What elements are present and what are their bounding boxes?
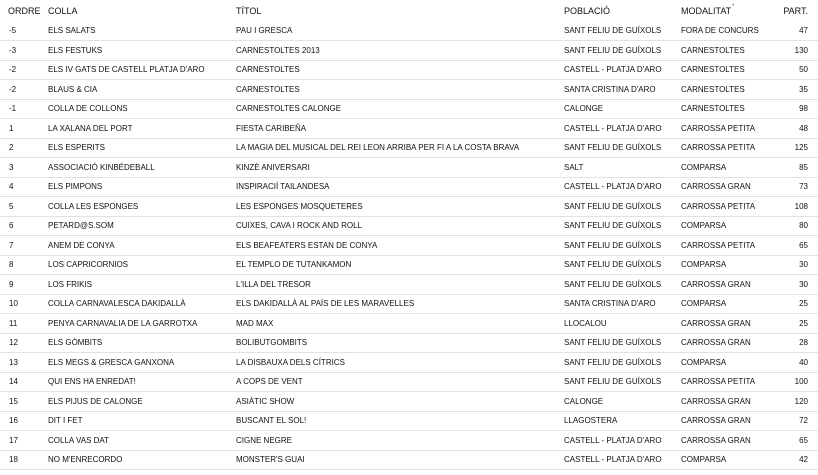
cell-part: 73	[769, 177, 818, 197]
cell-colla: DIT I FET	[48, 411, 236, 431]
cell-titol: LA MAGIA DEL MUSICAL DEL REI LEON ARRIBA PER FI A LA COSTA BRAVA	[236, 138, 564, 158]
cell-part: 48	[769, 119, 818, 139]
cell-titol: KINZÈ ANIVERSARI	[236, 158, 564, 178]
cell-poblacio: SANT FELIU DE GUÍXOLS	[564, 236, 681, 256]
cell-titol: BUSCANT EL SOL!	[236, 411, 564, 431]
cell-titol: PAU I GRESCA	[236, 21, 564, 41]
cell-titol: ELS DAKIDALLÀ AL PAÍS DE LES MARAVELLES	[236, 294, 564, 314]
column-header-colla-label: COLLA	[48, 5, 78, 16]
cell-modalitat: COMPARSA	[681, 450, 769, 470]
cell-modalitat: CARNESTOLTES	[681, 80, 769, 100]
column-header-poblacio[interactable]	[564, 0, 681, 21]
column-header-modalitat[interactable]	[681, 0, 769, 21]
cell-titol: ASIÀTIC SHOW	[236, 392, 564, 412]
cell-poblacio: SANT FELIU DE GUÍXOLS	[564, 353, 681, 373]
cell-modalitat: CARROSSA PETITA	[681, 236, 769, 256]
table-row[interactable]	[0, 216, 818, 236]
cell-ordre: 1	[0, 119, 48, 139]
table-row[interactable]	[0, 80, 818, 100]
cell-titol: MONSTER'S GUAI	[236, 450, 564, 470]
cell-part: 65	[769, 431, 818, 451]
cell-colla: COLLA DE COLLONS	[48, 99, 236, 119]
cell-part: 35	[769, 80, 818, 100]
cell-poblacio: SANTA CRISTINA D'ARO	[564, 294, 681, 314]
cell-poblacio: SANT FELIU DE GUÍXOLS	[564, 255, 681, 275]
cell-modalitat: CARROSSA PETITA	[681, 197, 769, 217]
table-row[interactable]	[0, 60, 818, 80]
cell-modalitat: COMPARSA	[681, 158, 769, 178]
cell-colla: ELS GÒMBITS	[48, 333, 236, 353]
cell-colla: BLAUS & CIA	[48, 80, 236, 100]
cell-modalitat: FORA DE CONCURS	[681, 21, 769, 41]
cell-modalitat: CARNESTOLTES	[681, 99, 769, 119]
table-row[interactable]	[0, 372, 818, 392]
cell-part: 40	[769, 353, 818, 373]
cell-modalitat: CARROSSA GRAN	[681, 177, 769, 197]
cell-ordre: 7	[0, 236, 48, 256]
cell-part: 108	[769, 197, 818, 217]
cell-part: 130	[769, 41, 818, 61]
cell-titol: LES ESPONGES MOSQUETERES	[236, 197, 564, 217]
cell-ordre: -2	[0, 80, 48, 100]
cell-colla: ASSOCIACIÓ KINBÉDEBALL	[48, 158, 236, 178]
cell-titol: BOLIBUTGOMBITS	[236, 333, 564, 353]
cell-ordre: -3	[0, 41, 48, 61]
cell-colla: NO M'ENRECORDO	[48, 450, 236, 470]
cell-colla: ELS FESTUKS	[48, 41, 236, 61]
cell-poblacio: SANTA CRISTINA D'ARO	[564, 80, 681, 100]
cell-modalitat: COMPARSA	[681, 353, 769, 373]
cell-colla: ELS MEGS & GRESCA GANXONA	[48, 353, 236, 373]
cell-ordre: 5	[0, 197, 48, 217]
cell-poblacio: CASTELL - PLATJA D'ARO	[564, 177, 681, 197]
cell-ordre: -5	[0, 21, 48, 41]
column-header-titol[interactable]	[236, 0, 564, 21]
cell-poblacio: LLAGOSTERA	[564, 411, 681, 431]
cell-poblacio: SANT FELIU DE GUÍXOLS	[564, 216, 681, 236]
cell-ordre: 14	[0, 372, 48, 392]
cell-part: 42	[769, 450, 818, 470]
cell-part: 30	[769, 275, 818, 295]
column-header-ordre-label: ORDRE	[8, 5, 41, 16]
table-row[interactable]	[0, 255, 818, 275]
table-body	[0, 21, 818, 470]
cell-colla: PETARD@S.SOM	[48, 216, 236, 236]
cell-poblacio: CASTELL - PLATJA D'ARO	[564, 119, 681, 139]
cell-modalitat: CARROSSA GRAN	[681, 275, 769, 295]
cell-colla: PENYA CARNAVALIA DE LA GARROTXA	[48, 314, 236, 334]
column-header-poblacio-label: POBLACIÓ	[564, 5, 611, 16]
table-row[interactable]	[0, 314, 818, 334]
cell-poblacio: SANT FELIU DE GUÍXOLS	[564, 333, 681, 353]
sort-indicator-icon: •	[732, 2, 735, 9]
table-row[interactable]	[0, 99, 818, 119]
cell-modalitat: CARROSSA GRAN	[681, 392, 769, 412]
cell-titol: L'ILLA DEL TRESOR	[236, 275, 564, 295]
cell-titol: LA DISBAUXA DELS CÍTRICS	[236, 353, 564, 373]
table-row[interactable]	[0, 333, 818, 353]
cell-ordre: 16	[0, 411, 48, 431]
cell-colla: LOS CAPRICORNIOS	[48, 255, 236, 275]
cell-poblacio: SANT FELIU DE GUÍXOLS	[564, 138, 681, 158]
cell-ordre: 17	[0, 431, 48, 451]
cell-poblacio: CALONGE	[564, 392, 681, 412]
cell-modalitat: CARROSSA PETITA	[681, 119, 769, 139]
cell-ordre: 18	[0, 450, 48, 470]
cell-modalitat: CARROSSA GRAN	[681, 333, 769, 353]
cell-part: 28	[769, 333, 818, 353]
cell-part: 72	[769, 411, 818, 431]
cell-colla: COLLA CARNAVALESCA DAKIDALLÀ	[48, 294, 236, 314]
cell-ordre: 3	[0, 158, 48, 178]
cell-part: 25	[769, 294, 818, 314]
cell-ordre: 8	[0, 255, 48, 275]
cell-colla: LOS FRIKIS	[48, 275, 236, 295]
cell-titol: ELS BEAFEATERS ESTAN DE CONYA	[236, 236, 564, 256]
cell-poblacio: CASTELL - PLATJA D'ARO	[564, 431, 681, 451]
cell-colla: ELS PIJUS DE CALONGE	[48, 392, 236, 412]
table-row[interactable]	[0, 177, 818, 197]
cell-ordre: 4	[0, 177, 48, 197]
column-header-part-label: PART.	[783, 5, 808, 16]
cell-part: 50	[769, 60, 818, 80]
table-row[interactable]	[0, 21, 818, 41]
cell-poblacio: SANT FELIU DE GUÍXOLS	[564, 372, 681, 392]
cell-modalitat: COMPARSA	[681, 216, 769, 236]
cell-ordre: -2	[0, 60, 48, 80]
table-row[interactable]	[0, 119, 818, 139]
cell-part: 120	[769, 392, 818, 412]
table-row[interactable]	[0, 197, 818, 217]
cell-part: 100	[769, 372, 818, 392]
cell-modalitat: CARROSSA PETITA	[681, 372, 769, 392]
cell-modalitat: CARROSSA GRAN	[681, 314, 769, 334]
header-row	[0, 0, 818, 21]
cell-part: 47	[769, 21, 818, 41]
column-header-part[interactable]	[769, 0, 818, 21]
cell-part: 80	[769, 216, 818, 236]
table-row[interactable]	[0, 41, 818, 61]
cell-modalitat: CARROSSA PETITA	[681, 138, 769, 158]
cell-ordre: 12	[0, 333, 48, 353]
table-row[interactable]	[0, 353, 818, 373]
cell-titol: A COPS DE VENT	[236, 372, 564, 392]
column-header-titol-label: TÍTOL	[236, 5, 262, 16]
cell-titol: MAD MAX	[236, 314, 564, 334]
cell-part: 125	[769, 138, 818, 158]
cell-modalitat: CARNESTOLTES	[681, 41, 769, 61]
column-header-colla[interactable]	[48, 0, 236, 21]
cell-colla: ANEM DE CONYA	[48, 236, 236, 256]
cell-titol: FIESTA CARIBEÑA	[236, 119, 564, 139]
cell-modalitat: COMPARSA	[681, 294, 769, 314]
cell-titol: CUIXES, CAVA I ROCK AND ROLL	[236, 216, 564, 236]
cell-poblacio: SANT FELIU DE GUÍXOLS	[564, 21, 681, 41]
table-row[interactable]	[0, 450, 818, 470]
cell-ordre: 9	[0, 275, 48, 295]
cell-modalitat: CARROSSA GRAN	[681, 431, 769, 451]
cell-colla: COLLA LES ESPONGES	[48, 197, 236, 217]
cell-ordre: -1	[0, 99, 48, 119]
cell-part: 85	[769, 158, 818, 178]
table-row[interactable]	[0, 392, 818, 412]
cell-poblacio: SALT	[564, 158, 681, 178]
cell-ordre: 11	[0, 314, 48, 334]
cell-modalitat: CARROSSA GRAN	[681, 411, 769, 431]
cell-ordre: 13	[0, 353, 48, 373]
cell-ordre: 6	[0, 216, 48, 236]
cell-poblacio: SANT FELIU DE GUÍXOLS	[564, 197, 681, 217]
column-header-ordre[interactable]	[0, 0, 48, 21]
cell-colla: ELS PIMPONS	[48, 177, 236, 197]
cell-poblacio: SANT FELIU DE GUÍXOLS	[564, 275, 681, 295]
cell-titol: CIGNE NEGRE	[236, 431, 564, 451]
cell-titol: CARNESTOLTES	[236, 60, 564, 80]
cell-part: 30	[769, 255, 818, 275]
table-row[interactable]	[0, 158, 818, 178]
cell-poblacio: SANT FELIU DE GUÍXOLS	[564, 41, 681, 61]
cell-part: 25	[769, 314, 818, 334]
cell-poblacio: CALONGE	[564, 99, 681, 119]
table-row[interactable]	[0, 431, 818, 451]
cell-colla: ELS SALATS	[48, 21, 236, 41]
table-row[interactable]	[0, 236, 818, 256]
cell-poblacio: CASTELL - PLATJA D'ARO	[564, 60, 681, 80]
cell-ordre: 10	[0, 294, 48, 314]
cell-ordre: 2	[0, 138, 48, 158]
cell-modalitat: COMPARSA	[681, 255, 769, 275]
table-row[interactable]	[0, 275, 818, 295]
cell-part: 98	[769, 99, 818, 119]
table-row[interactable]	[0, 411, 818, 431]
cell-titol: CARNESTOLTES 2013	[236, 41, 564, 61]
cell-titol: EL TEMPLO DE TUTANKAMON	[236, 255, 564, 275]
cell-poblacio: CASTELL - PLATJA D'ARO	[564, 450, 681, 470]
table-row[interactable]	[0, 294, 818, 314]
column-header-modalitat-label: MODALITAT	[681, 5, 732, 16]
cell-colla: LA XALANA DEL PORT	[48, 119, 236, 139]
cell-poblacio: LLOCALOU	[564, 314, 681, 334]
cell-titol: CARNESTOLTES CALONGE	[236, 99, 564, 119]
cell-colla: ELS ESPERITS	[48, 138, 236, 158]
cell-colla: QUI ENS HA ENREDAT!	[48, 372, 236, 392]
cell-ordre: 15	[0, 392, 48, 412]
cell-colla: COLLA VAS DAT	[48, 431, 236, 451]
table-row[interactable]	[0, 138, 818, 158]
cell-titol: CARNESTOLTES	[236, 80, 564, 100]
cell-modalitat: CARNESTOLTES	[681, 60, 769, 80]
cell-part: 65	[769, 236, 818, 256]
cell-titol: INSPIRACIÍ TAILANDESA	[236, 177, 564, 197]
cell-colla: ELS IV GATS DE CASTELL PLATJA D'ARO	[48, 60, 236, 80]
